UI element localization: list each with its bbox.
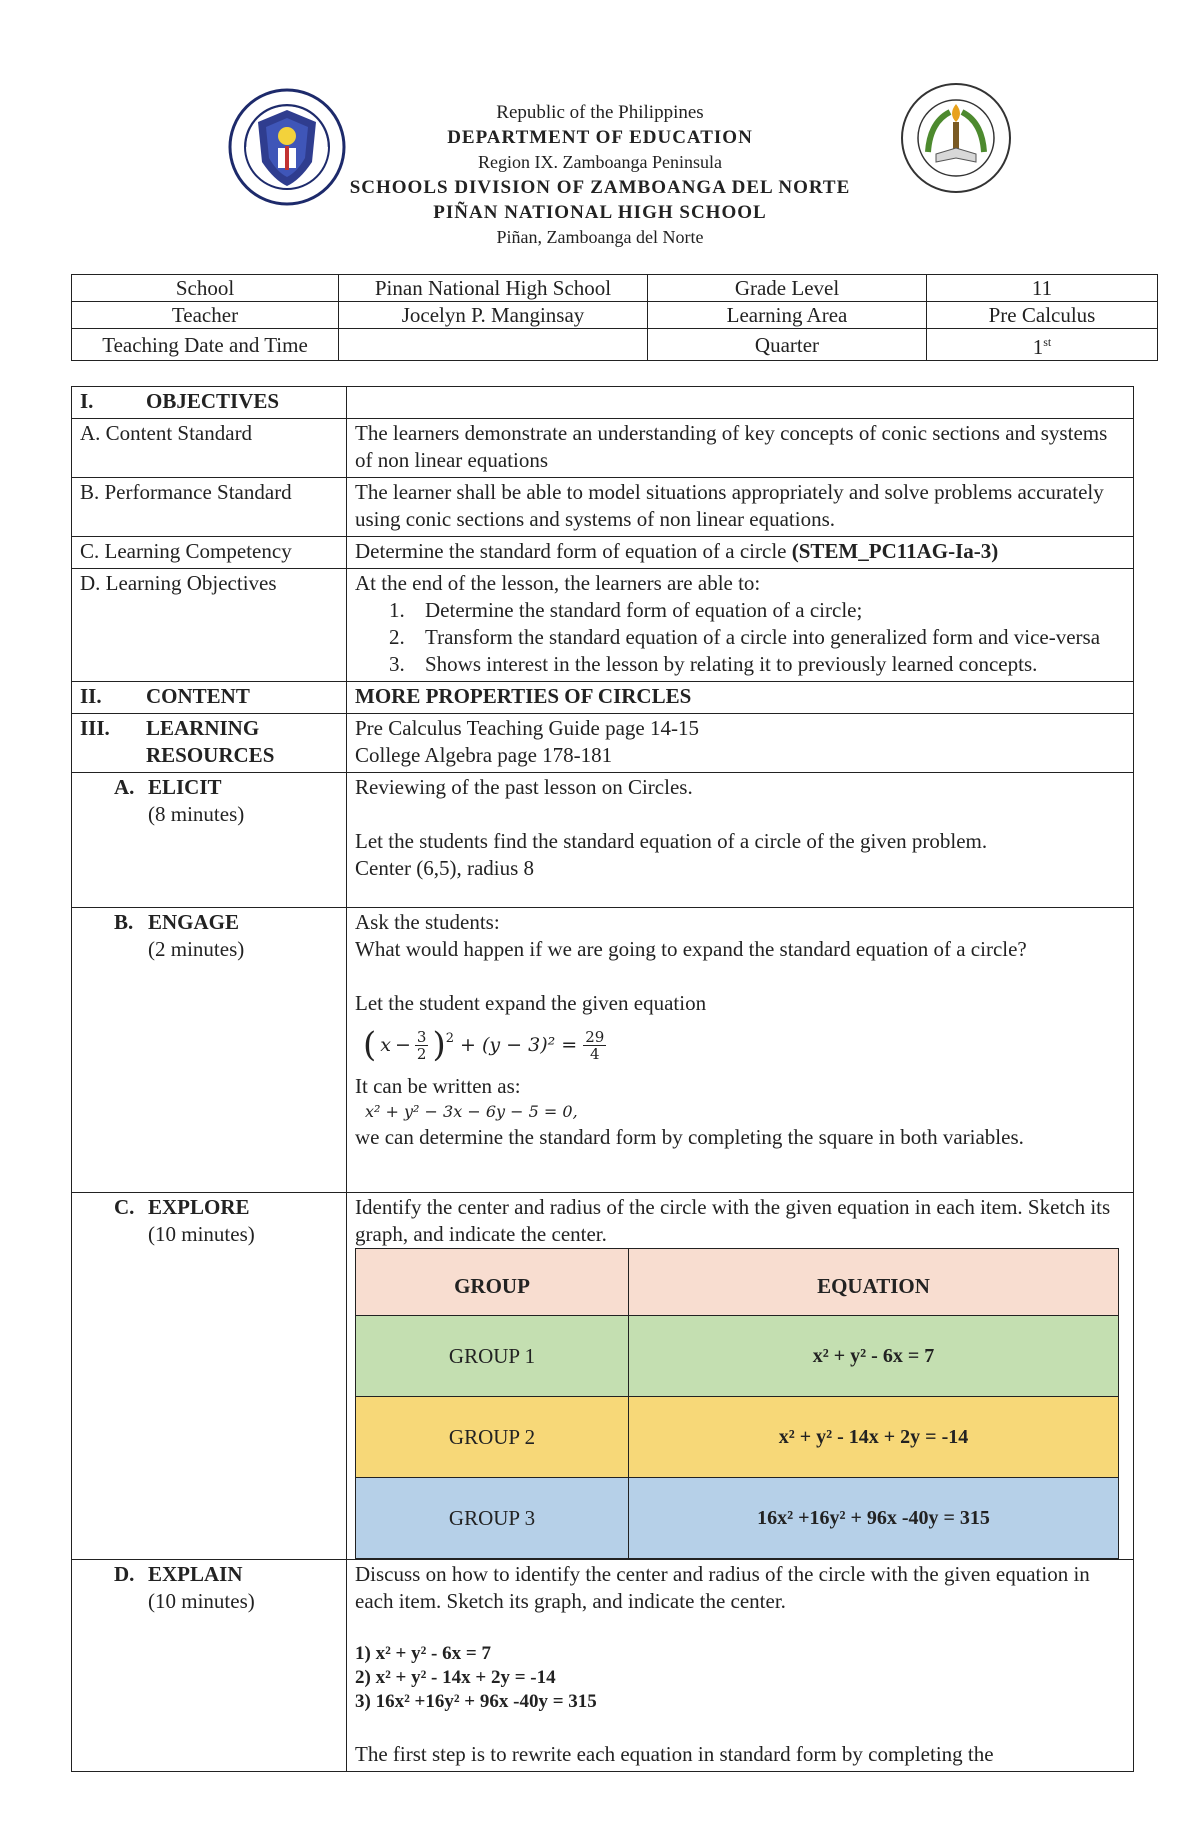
teacher-value: Jocelyn P. Manginsay (339, 302, 648, 329)
engage-text-1: Ask the students: (355, 910, 500, 934)
list-item (389, 624, 1125, 651)
teacher-label: Teacher (72, 302, 339, 329)
lesson-table (71, 386, 1134, 1772)
quarter-label: Quarter (648, 329, 927, 361)
engage-time: (2 minutes) (148, 937, 245, 961)
equation-column-header: EQUATION (629, 1249, 1119, 1316)
explore-time: (10 minutes) (148, 1222, 255, 1246)
eq1-variable: x (380, 1033, 391, 1056)
explain-heading: EXPLAIN (148, 1562, 243, 1586)
performance-standard-text: The learner shall be able to model situations appropriately and solve problems accurately using conic sections and systems of non linear equations. (347, 478, 1134, 537)
resource-reference-2: College Algebra page 178-181 (355, 743, 613, 767)
objectives-heading: OBJECTIVES (146, 389, 280, 413)
learning-competency-label: C. Learning Competency (72, 537, 347, 569)
school-value: Pinan National High School (339, 275, 648, 302)
republic-line: Republic of the Philippines (496, 102, 704, 123)
engage-text-3: Let the student expand the given equation (355, 991, 707, 1015)
explain-letter: D. (114, 1562, 135, 1586)
performance-standard-label: B. Performance Standard (72, 478, 347, 537)
resources-heading-2: RESOURCES (146, 743, 275, 767)
content-standard-text: The learners demonstrate an understanding of key concepts of conic sections and systems of non linear equations (347, 419, 1134, 478)
eq1-middle: + (y − 3)² = (460, 1033, 578, 1056)
learning-objectives-label: D. Learning Objectives (72, 569, 347, 682)
general-form-equation: x² + y² − 3x − 6y − 5 = 0, (365, 1102, 578, 1121)
learning-competency-text: Determine the standard form of equation of a circle (355, 539, 792, 563)
eq1-denominator: 2 (416, 1044, 427, 1063)
resources-number: III. (80, 716, 110, 740)
content-standard-row (72, 419, 1134, 478)
competency-code: (STEM_PC11AG-Ia-3) (791, 539, 999, 563)
explain-equation-1: 1) x² + y² - 6x = 7 (355, 1643, 491, 1664)
department-line: DEPARTMENT OF EDUCATION (447, 127, 753, 148)
region-line: Region IX. Zamboanga Peninsula (478, 152, 722, 172)
list-item-text: Shows interest in the lesson by relating it to previously learned concepts. (425, 652, 1038, 676)
elicit-letter: A. (114, 775, 135, 799)
teaching-date-label: Teaching Date and Time (72, 329, 339, 361)
engage-text-5: we can determine the standard form by completing the square in both variables. (355, 1125, 1024, 1149)
engage-letter: B. (114, 910, 134, 934)
eq1-numerator: 3 (416, 1027, 427, 1046)
eq1-exponent: 2 (445, 1031, 454, 1046)
engage-heading: ENGAGE (148, 910, 240, 934)
quarter-number: 1 (1032, 335, 1044, 359)
table-row (356, 1316, 1119, 1397)
objectives-number: I. (80, 389, 94, 413)
group-name: GROUP 3 (356, 1478, 629, 1559)
explore-heading: EXPLORE (148, 1195, 250, 1219)
learning-resources-row (72, 714, 1134, 773)
elicit-row (72, 773, 1134, 908)
group-table-header (356, 1249, 1119, 1316)
table-row (356, 1397, 1119, 1478)
explain-equation-3: 3) 16x² +16y² + 96x -40y = 315 (355, 1691, 597, 1712)
learning-area-value: Pre Calculus (927, 302, 1158, 329)
explore-instructions: Identify the center and radius of the circle with the given equation in each item. Sketch its graph, and indicate the center. (355, 1195, 1111, 1246)
explore-row (72, 1193, 1134, 1560)
class-info-table (71, 274, 1158, 361)
engage-text-4: It can be written as: (355, 1074, 521, 1098)
explain-text-1: Discuss on how to identify the center and radius of the circle with the given equation in each item. Sketch its graph, and indicate the center. (355, 1562, 1090, 1613)
list-item-number: 3. (389, 652, 405, 676)
standard-form-equation: ( x − $\frac{3}{2}$ ) $^2$ + (y − 3)² = $\frac{29}{4}$ (363, 1024, 605, 1065)
group-equation-table (355, 1248, 1119, 1559)
list-item-text: Transform the standard equation of a circle into generalized form and vice-versa (425, 625, 1101, 649)
content-value: MORE PROPERTIES OF CIRCLES (347, 682, 1134, 714)
content-row (72, 682, 1134, 714)
list-item (389, 597, 1125, 624)
engage-row (72, 908, 1134, 1193)
learning-competency-row (72, 537, 1134, 569)
content-heading: CONTENT (146, 684, 250, 708)
group-equation: 16x² +16y² + 96x -40y = 315 (629, 1478, 1119, 1559)
school-name-line: PIÑAN NATIONAL HIGH SCHOOL (433, 202, 767, 223)
school-label: School (72, 275, 339, 302)
explain-text-2: The first step is to rewrite each equation in standard form by completing the (355, 1742, 994, 1766)
objectives-row (72, 387, 1134, 419)
teaching-date-value (339, 329, 648, 361)
school-address-line: Piñan, Zamboanga del Norte (496, 227, 704, 247)
group-name: GROUP 2 (356, 1397, 629, 1478)
explain-row (72, 1560, 1134, 1772)
grade-level-value: 11 (927, 275, 1158, 302)
list-item (389, 651, 1125, 678)
performance-standard-row (72, 478, 1134, 537)
content-number: II. (80, 684, 102, 708)
learning-objectives-row (72, 569, 1134, 682)
list-item-text: Determine the standard form of equation of a circle; (425, 598, 863, 622)
learning-objectives-list (355, 597, 1125, 678)
quarter-suffix: st (1043, 335, 1052, 349)
elicit-text-3: Center (6,5), radius 8 (355, 856, 535, 880)
learning-objectives-intro: At the end of the lesson, the learners are able to: (355, 571, 761, 595)
list-item-number: 2. (389, 625, 405, 649)
elicit-text-2: Let the students find the standard equation of a circle of the given problem. (355, 829, 988, 853)
elicit-time: (8 minutes) (148, 802, 245, 826)
learning-area-label: Learning Area (648, 302, 927, 329)
division-line: SCHOOLS DIVISION OF ZAMBOANGA DEL NORTE (349, 177, 851, 198)
group-name: GROUP 1 (356, 1316, 629, 1397)
table-row (356, 1478, 1119, 1559)
letterhead (300, 100, 900, 250)
resource-reference-1: Pre Calculus Teaching Guide page 14-15 (355, 716, 699, 740)
explore-letter: C. (114, 1195, 135, 1219)
elicit-heading: ELICIT (148, 775, 222, 799)
engage-text-2: What would happen if we are going to expand the standard equation of a circle? (355, 937, 1027, 961)
eq1-rhs-numerator: 29 (585, 1027, 605, 1046)
resources-heading-1: LEARNING (146, 716, 260, 740)
list-item-number: 1. (389, 598, 405, 622)
grade-level-label: Grade Level (648, 275, 927, 302)
content-standard-label: A. Content Standard (72, 419, 347, 478)
group-column-header: GROUP (356, 1249, 629, 1316)
quarter-value (927, 329, 1158, 361)
group-equation: x² + y² - 14x + 2y = -14 (629, 1397, 1119, 1478)
school-seal-logo (900, 82, 1012, 194)
eq1-rhs-denominator: 4 (589, 1044, 600, 1063)
explain-equation-2: 2) x² + y² - 14x + 2y = -14 (355, 1667, 556, 1688)
explain-time: (10 minutes) (148, 1589, 255, 1613)
group-equation: x² + y² - 6x = 7 (629, 1316, 1119, 1397)
elicit-text-1: Reviewing of the past lesson on Circles. (355, 775, 693, 799)
